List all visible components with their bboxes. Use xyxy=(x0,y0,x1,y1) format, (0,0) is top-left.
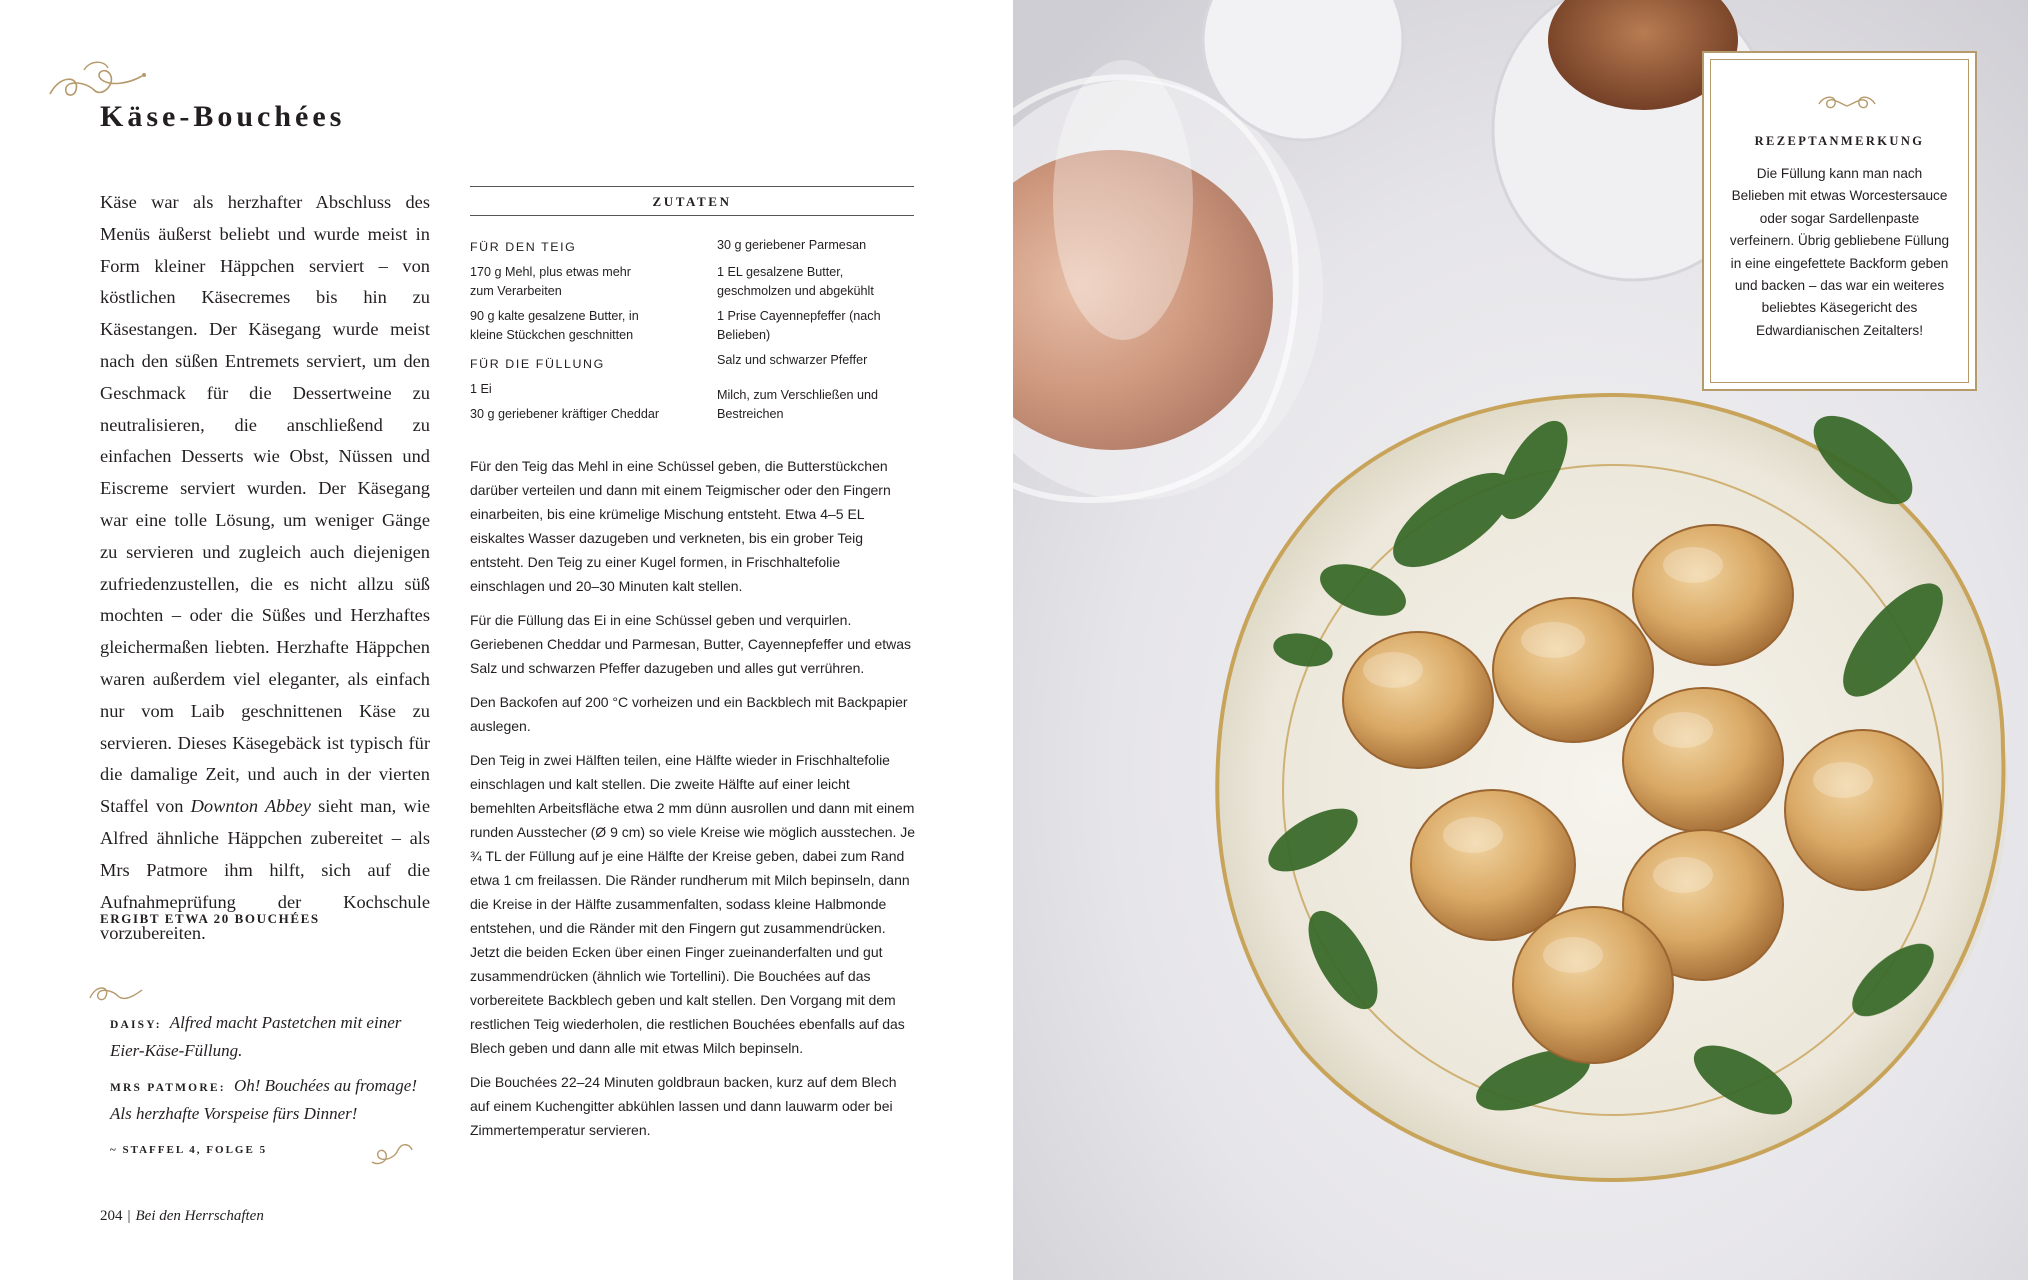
yield-label: ERGIBT ETWA 20 BOUCHÉES xyxy=(100,911,320,926)
flourish-ornament-icon xyxy=(1815,90,1879,114)
note-text: Die Füllung kann man nach Belieben mit etwas Worcestersauce oder sogar Sardellenpaste verfeinern. Übrig gebliebene Füllung in eine eingefettete Backform geben und backen – das war ein weiteres beliebtes Käsegericht des Edwardianischen Zeitalters! xyxy=(1729,166,1950,338)
intro-text: Käse war als herzhafter Abschluss des Menüs äußerst beliebt und wurde meist in Form kleiner Häppchen serviert – von köstlichen Käsecremes bis hin zu Käsestangen. Der Käsegang wurde meist nach den süßen Entremets serviert, um den Geschmack für die Dessertweine zu neutralisieren, die anschließend zu einfachen Desserts wie Obst, Nüssen und Eiscreme serviert wurden. Der Käsegang war eine tolle Lösung, um weniger Gänge zu servieren und zugleich auch diejenigen zufriedenzustellen, die es nicht allzu süß mochten – oder die Süßes und Herzhaftes gleichermaßen liebten. Herzhafte Häppchen waren außerdem viel eleganter, als einfach nur vom Laib geschnittenen Käse zu servieren. Dieses Käsegebäck ist typisch für die damalige Zeit, und auch in der vierten Staffel von xyxy=(100,192,430,817)
intro-paragraph xyxy=(100,187,430,950)
flourish-ornament-icon xyxy=(86,972,146,1008)
method-step: Den Backofen auf 200 °C vorheizen und ein Backblech mit Backpapier auslegen. xyxy=(470,694,908,734)
ingredients-column-left xyxy=(470,236,690,430)
quote-speaker: DAISY: xyxy=(110,1019,162,1031)
flourish-ornament-icon xyxy=(368,1136,416,1170)
ingredients-column-right xyxy=(717,236,917,430)
footer-separator: | xyxy=(127,1208,131,1224)
tv-quote xyxy=(110,1010,430,1156)
method-step: Für die Füllung das Ei in eine Schüssel geben und verquirlen. Geriebenen Cheddar und Parmesan, Butter, Cayennepfeffer und etwas Salz und schwarzen Pfeffer dazugeben und alles gut verrühren. xyxy=(470,612,912,676)
note-inner-frame xyxy=(1710,59,1969,383)
quote-line xyxy=(110,1073,430,1126)
rule-divider xyxy=(470,186,914,187)
method-step: Den Teig in zwei Hälften teilen, eine Hälfte wieder in Frischhaltefolie einschlagen und kalt stellen. Die zweite Hälfte auf einer leicht bemehlten Arbeitsfläche etwa 2 mm dünn ausrollen und dann mit einem runden Ausstecher (Ø 9 cm) so viele Kreise wie möglich ausstechen. Je ¾ TL der Füllung auf je eine Hälfte der Kreise geben, dabei zum Rand etwa 1 cm freilassen. Die Ränder rundherum mit Milch bepinseln, dann die Kreise in der Hälfte zusammenfalten, sodass kleine Halbmonde entstehen, und die Ränder mit den Fingern gut zusammendrücken. Jetzt die beiden Ecken über einen Finger zueinanderfalten und gut zusammendrücken (ähnlich wie Tortellini). Die Bouchées auf das vorbereitete Backblech geben und kalt stellen. Den Vorgang mit dem restlichen Teig wiederholen, die restlichen Bouchées ebenfalls auf das Blech geben und dann alle mit etwas Milch bepinseln. xyxy=(470,752,916,1056)
ingredient-item: 1 Prise Cayennepfeffer (nach Belieben) xyxy=(717,309,881,342)
rule-divider xyxy=(470,215,914,216)
ingredients-heading: ZUTATEN xyxy=(652,194,732,209)
method-steps xyxy=(470,454,916,1152)
ingredient-item: Milch, zum Verschließen und Bestreichen xyxy=(717,388,878,421)
text-page xyxy=(0,0,1013,1280)
section-name: Bei den Herrschaften xyxy=(135,1208,264,1224)
page-footer xyxy=(100,1208,264,1225)
show-title: Downton Abbey xyxy=(190,796,311,817)
quote-line xyxy=(110,1010,430,1063)
filling-subheading: FÜR DIE FÜLLUNG xyxy=(470,357,605,371)
ingredient-item: Salz und schwarzer Pfeffer xyxy=(717,353,868,367)
ingredient-item: 30 g geriebener Parmesan xyxy=(717,238,867,252)
recipe-title: Käse-Bouchées xyxy=(100,100,346,133)
note-title: REZEPTANMERKUNG xyxy=(1754,134,1925,148)
intro-text-end: sieht man, wie Alfred ähnliche Häppchen zubereitet – als Mrs Patmore ihm hilft, sich auf die Aufnahmeprüfung der Kochschule vorzubereiten. xyxy=(100,796,431,944)
ingredient-item: 1 Ei xyxy=(470,382,492,396)
method-step: Für den Teig das Mehl in eine Schüssel geben, die Butterstückchen darüber verteilen und dann mit einem Teigmischer oder den Fingern einarbeiten, bis eine krümelige Mischung entsteht. Etwa 4–5 EL eiskaltes Wasser dazugeben und verkneten, bis ein grober Teig entsteht. Den Teig zu einer Kugel formen, in Frischhaltefolie einschlagen und 20–30 Minuten kalt stellen. xyxy=(470,458,891,594)
ingredient-item: 30 g geriebener kräftiger Cheddar xyxy=(470,407,660,421)
recipe-note-box xyxy=(1702,51,1977,391)
quote-speaker: MRS PATMORE: xyxy=(110,1082,226,1094)
ingredient-item: 1 EL gesalzene Butter, geschmolzen und abgekühlt xyxy=(717,265,874,298)
page-number: 204 xyxy=(100,1208,123,1224)
quote-text: Oh! Bouchées au fromage! Als herzhafte Vorspeise fürs Dinner! xyxy=(110,1076,417,1123)
quote-text: Alfred macht Pastetchen mit einer Eier-Käse-Füllung. xyxy=(110,1013,402,1060)
quote-source: ~ STAFFEL 4, FOLGE 5 xyxy=(110,1144,268,1156)
ingredient-item: 90 g kalte gesalzene Butter, in kleine Stückchen geschnitten xyxy=(470,309,639,342)
ingredient-item: 170 g Mehl, plus etwas mehr zum Verarbeiten xyxy=(470,265,632,298)
method-step: Die Bouchées 22–24 Minuten goldbraun backen, kurz auf dem Blech auf einem Kuchengitter abkühlen lassen und dann lauwarm oder bei Zimmertemperatur servieren. xyxy=(470,1074,897,1138)
dough-subheading: FÜR DEN TEIG xyxy=(470,240,577,254)
